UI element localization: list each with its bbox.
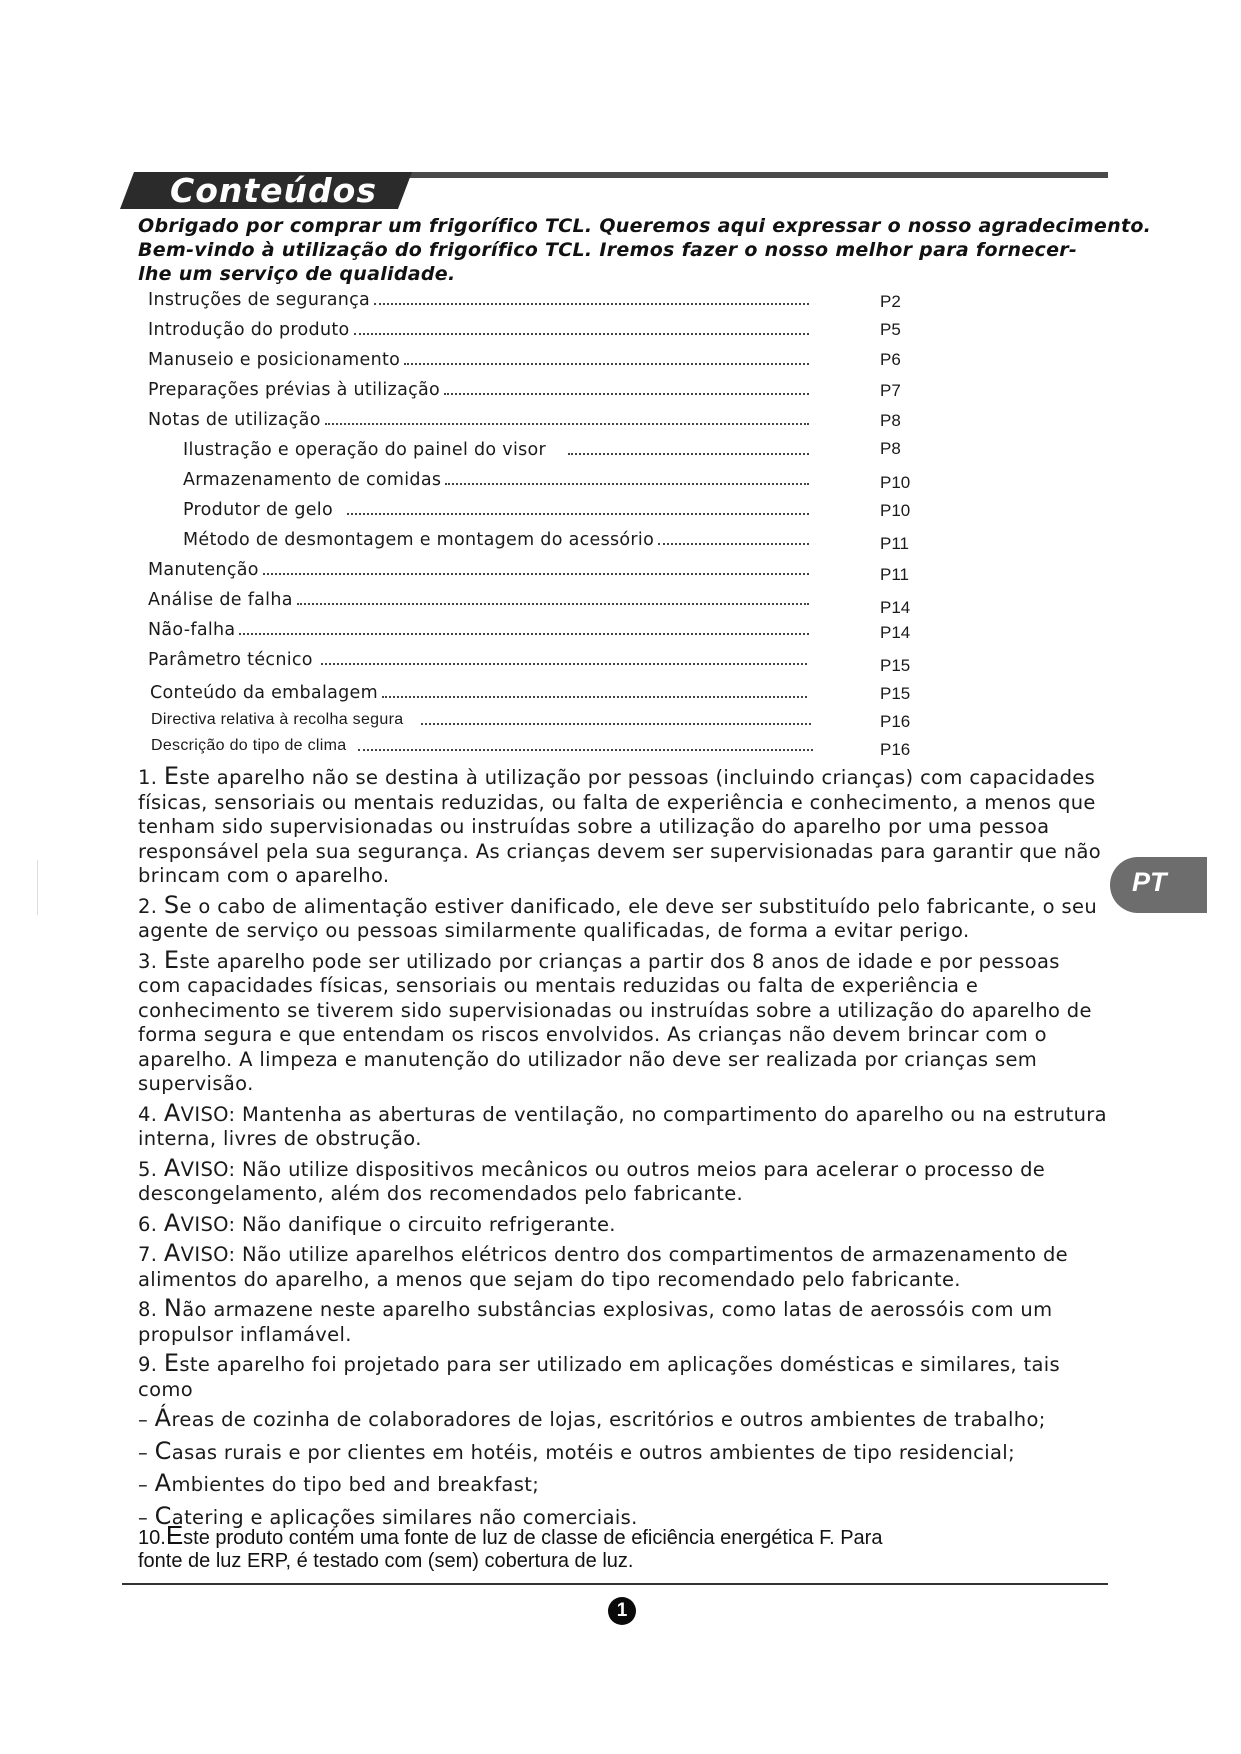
sub-item: – Casas rurais e por clientes em hotéis, motéis e outros ambientes de tipo residencial;	[138, 1436, 1015, 1465]
toc-label: Não-falha	[148, 620, 236, 640]
item-initial: C	[154, 1436, 172, 1465]
safety-item	[138, 945, 1108, 1097]
item-number: 5.	[138, 1157, 158, 1181]
toc-entry[interactable]	[150, 682, 811, 704]
safety-item	[138, 1351, 1108, 1402]
toc-label: Notas de utilização	[148, 410, 321, 430]
item-number: 7.	[138, 1243, 158, 1266]
toc-label: Instruções de segurança	[148, 290, 371, 310]
toc-label: Método de desmontagem e montagem do acessório	[183, 530, 655, 550]
item-text: VISO: Mantenha as aberturas de ventilação, no compartimento do aparelho ou na estrutura interna, livres de obstrução.	[138, 1102, 1107, 1150]
item-number: 6.	[138, 1212, 158, 1236]
toc-label: Directiva relativa à recolha segura	[151, 711, 404, 728]
safety-item	[138, 890, 1108, 944]
toc-entry[interactable]	[148, 559, 813, 581]
toc-page: P8	[880, 439, 901, 458]
toc-label: Preparações prévias à utilização	[148, 380, 441, 400]
toc-page: P16	[880, 740, 911, 759]
item-number: 1.	[138, 766, 158, 789]
item-text: e o cabo de alimentação estiver danificado, ele deve ser substituído pelo fabricante, o seu agente de serviço ou pessoas similarmente qualificadas, de forma a evitar perigo.	[138, 894, 1098, 942]
header-rule	[400, 172, 1108, 178]
toc-page: P15	[880, 684, 911, 703]
item-initial: E	[165, 1520, 184, 1550]
toc-label: Manutenção	[148, 560, 259, 580]
toc-page: P15	[880, 656, 911, 675]
toc-page: P14	[880, 598, 911, 617]
item10-line-2: fonte de luz ERP, é testado com (sem) cobertura de luz.	[138, 1550, 634, 1572]
item-text: VISO: Não utilize dispositivos mecânicos ou outros meios para acelerar o processo de descongelamento, além dos recomendados pelo fabricante.	[138, 1157, 1046, 1205]
item-initial: A	[163, 1153, 181, 1182]
toc-page: P14	[880, 623, 911, 642]
toc-entry[interactable]	[148, 619, 813, 641]
safety-item	[138, 1241, 1108, 1292]
language-tab[interactable]	[1110, 857, 1207, 913]
item-initial: Á	[154, 1404, 172, 1432]
toc-leader	[358, 748, 813, 751]
toc-leader	[297, 602, 809, 605]
toc-label: Descrição do tipo de clima	[151, 737, 347, 754]
toc-label: Produtor de gelo	[183, 500, 333, 520]
toc-page: P16	[880, 712, 911, 731]
margin-mark	[37, 860, 38, 915]
intro-line: lhe um serviço de qualidade.	[138, 263, 456, 285]
sub-item: – Catering e aplicações similares não comerciais.	[138, 1501, 638, 1530]
toc-entry[interactable]	[183, 439, 813, 461]
item-text: VISO: Não danifique o circuito refrigerante.	[180, 1212, 616, 1236]
toc-page: P5	[880, 320, 901, 339]
toc-entry[interactable]	[148, 349, 813, 371]
toc-entry[interactable]	[183, 469, 813, 491]
toc-page: P6	[880, 350, 901, 369]
item-text: VISO: Não utilize aparelhos elétricos dentro dos compartimentos de armazenamento de alimentos do aparelho, a menos que sejam do tipo recomendado pelo fabricante.	[138, 1243, 1069, 1291]
intro-line: Bem-vindo à utilização do frigorífico TCL. Iremos fazer o nosso melhor para fornecer-	[138, 239, 1078, 261]
toc-label: Ilustração e operação do painel do visor	[183, 440, 547, 460]
toc-label: Conteúdo da embalagem	[150, 683, 378, 703]
toc-label: Manuseio e posicionamento	[148, 350, 401, 370]
page-number-badge: 1	[608, 1597, 636, 1625]
toc-entry[interactable]	[151, 709, 815, 731]
toc-leader	[404, 362, 809, 365]
toc-page: P11	[880, 565, 909, 584]
toc-entry[interactable]	[148, 289, 813, 311]
toc-entry[interactable]	[183, 499, 813, 521]
item10-line-1	[138, 1520, 1038, 1550]
intro-line: Obrigado por comprar um frigorífico TCL. Queremos aqui expressar o nosso agradecimento.	[138, 215, 1152, 237]
item-initial: C	[154, 1501, 172, 1530]
toc-entry[interactable]	[151, 735, 817, 757]
toc-entry[interactable]	[148, 379, 813, 401]
section-header	[120, 172, 1108, 209]
item-initial: E	[163, 762, 180, 790]
item-number: 3.	[138, 949, 158, 973]
page-title: Conteúdos	[170, 171, 377, 210]
item-text: ste produto contém uma fonte de luz de classe de eficiência energética F. Para	[183, 1527, 883, 1549]
toc-leader	[354, 332, 809, 335]
toc-entry[interactable]	[148, 319, 813, 341]
safety-item	[138, 1296, 1108, 1347]
safety-item	[138, 1208, 1108, 1238]
item-text: atering e aplicações similares não comerciais.	[171, 1505, 638, 1529]
item-initial: S	[163, 890, 180, 919]
toc-page: P11	[880, 534, 909, 553]
toc-leader	[347, 512, 809, 515]
item-initial: E	[163, 1349, 180, 1377]
safety-instructions	[138, 764, 1108, 1536]
item-text: ste aparelho pode ser utilizado por crianças a partir dos 8 anos de idade e por pessoas com capacidades físicas, sensoriais ou mentais reduzidas ou falta de experiência e conhecimento se tiverem sido supervisionadas ou instruídas sobre a utilização do aparelho de forma segura e que entendam os riscos envolvidos. As crianças não devem brincar com o aparelho. A limpeza e manutenção do utilizador não deve ser realizada por crianças sem supervisão.	[138, 949, 1092, 1095]
item-text: ste aparelho foi projetado para ser utilizado em aplicações domésticas e similares, tais como	[138, 1353, 1061, 1401]
toc-label: Introdução do produto	[148, 320, 350, 340]
toc-page: P10	[880, 501, 911, 520]
toc-label: Armazenamento de comidas	[183, 470, 442, 490]
item-text: ste aparelho não se destina à utilização por pessoas (incluindo crianças) com capacidades físicas, sensoriais ou mentais reduzidas, ou falta de experiência e conhecimento, a menos que tenham sido supervisionadas ou instruídas sobre a utilização do aparelho por uma pessoa responsável pela sua segurança. As crianças devem ser supervisionadas para garantir que não brincam com o aparelho.	[138, 766, 1102, 887]
safety-item-10	[138, 1520, 1038, 1573]
toc-leader	[263, 572, 809, 575]
item-number: 2.	[138, 894, 158, 918]
toc-leader	[445, 482, 809, 485]
item-initial: A	[154, 1469, 172, 1497]
intro-text	[138, 214, 1152, 286]
toc-leader	[421, 722, 811, 725]
safety-item	[138, 1098, 1108, 1152]
toc-entry[interactable]	[183, 529, 813, 551]
item-text: reas de cozinha de colaboradores de lojas, escritórios e outros ambientes de trabalho;	[171, 1408, 1046, 1431]
item-initial: E	[163, 945, 180, 974]
toc-leader	[239, 632, 809, 635]
footer-rule	[122, 1583, 1108, 1585]
toc-leader	[321, 662, 807, 665]
item-number: 8.	[138, 1298, 158, 1321]
toc-page: P7	[880, 381, 901, 400]
item-initial: N	[163, 1294, 183, 1322]
item-initial: A	[163, 1239, 181, 1267]
item-number: 4.	[138, 1102, 158, 1126]
toc-leader	[658, 542, 809, 545]
toc-leader	[374, 302, 809, 305]
toc-leader	[444, 392, 809, 395]
toc-label: Análise de falha	[148, 590, 293, 610]
sub-item: – Ambientes do tipo bed and breakfast;	[138, 1469, 540, 1497]
item-text: mbientes do tipo bed and breakfast;	[171, 1473, 540, 1496]
item-text: asas rurais e por clientes em hotéis, motéis e outros ambientes de tipo residencial;	[171, 1440, 1015, 1464]
safety-item	[138, 764, 1108, 889]
toc-page: P8	[880, 411, 901, 430]
item-text: ão armazene neste aparelho substâncias explosivas, como latas de aerossóis com um propulsor inflamável.	[138, 1298, 1053, 1346]
toc-label: Parâmetro técnico	[148, 650, 313, 670]
safety-item	[138, 1153, 1108, 1207]
toc-entry[interactable]	[148, 589, 813, 611]
item-initial: A	[163, 1098, 181, 1127]
toc-leader	[568, 452, 809, 455]
toc-entry[interactable]	[148, 649, 811, 671]
item-number: 10.	[138, 1527, 166, 1549]
toc-leader	[325, 422, 809, 425]
toc-entry[interactable]	[148, 409, 813, 431]
toc-page: P10	[880, 473, 911, 492]
item-initial: A	[163, 1208, 181, 1237]
toc-leader	[382, 695, 807, 698]
sub-item: – Áreas de cozinha de colaboradores de lojas, escritórios e outros ambientes de trabalho;	[138, 1404, 1046, 1432]
toc-page: P2	[880, 292, 901, 311]
language-tab-label: PT	[1132, 867, 1167, 897]
item-number: 9.	[138, 1353, 158, 1376]
